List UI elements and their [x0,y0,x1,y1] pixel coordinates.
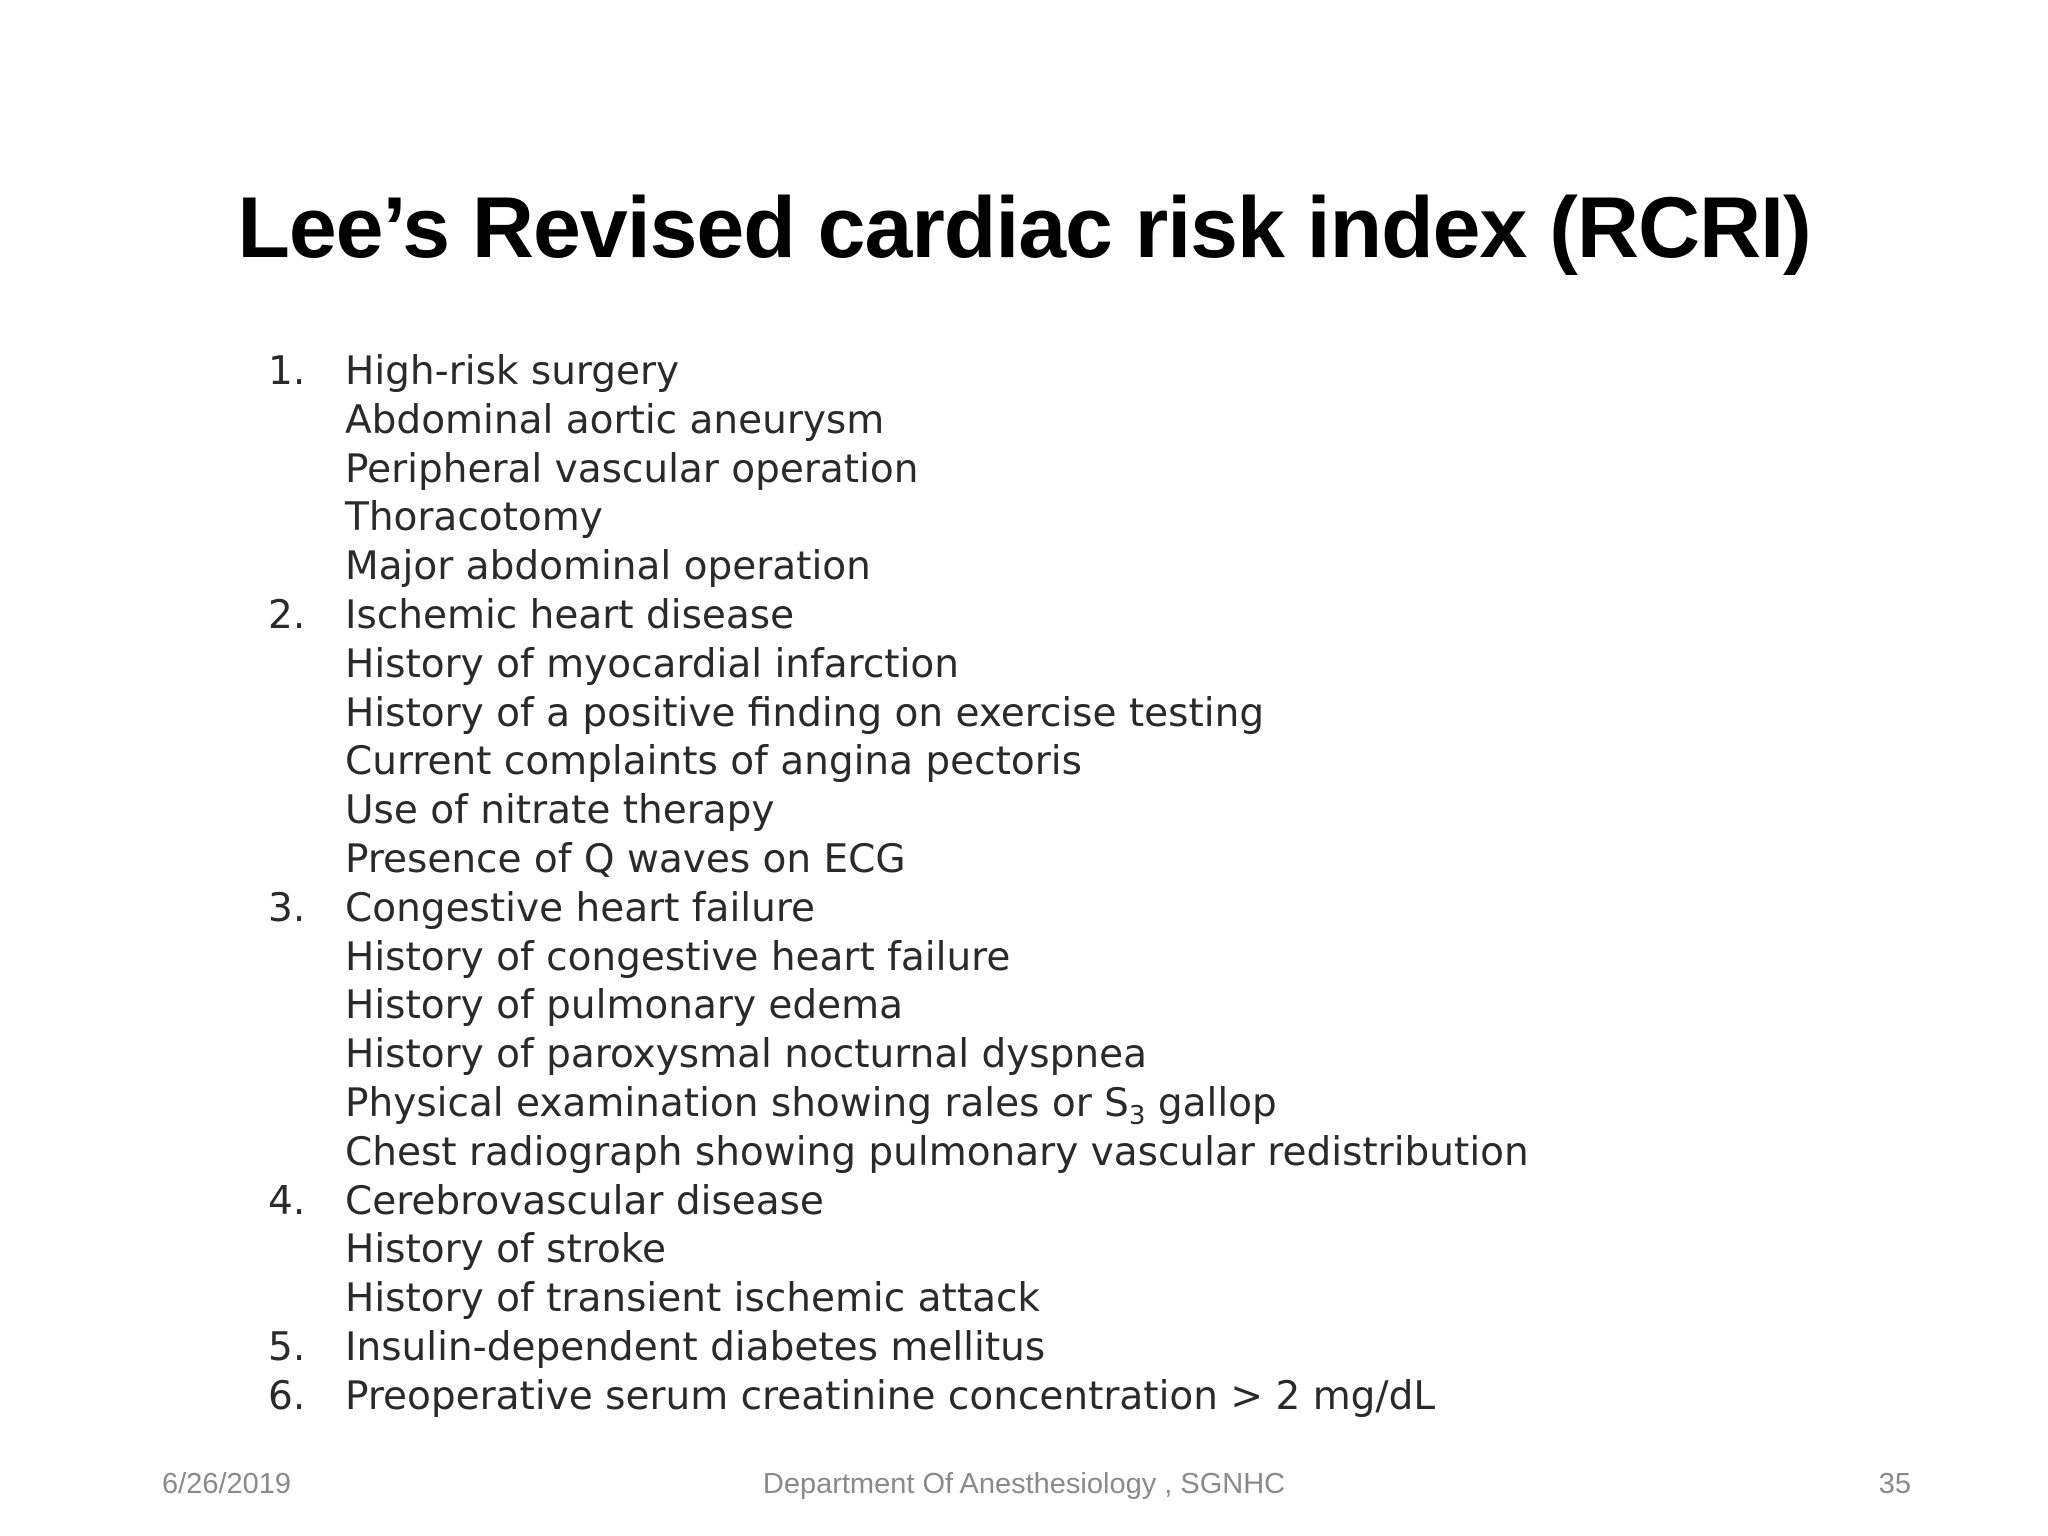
criterion-detail [268,446,1828,495]
detail-text: History of pulmonary edema [345,983,904,1029]
criterion-number: 6. [268,1373,306,1419]
criterion-label: Ischemic heart disease [345,592,795,638]
detail-text: History of transient ischemic attack [345,1276,1041,1322]
detail-text: History of myocardial infarction [345,641,959,687]
criterion-label: Preoperative serum creatinine concentration > 2 mg/dL [345,1373,1436,1419]
criterion-4 [268,1178,1828,1227]
criterion-detail [268,738,1828,787]
detail-text: History of stroke [345,1227,666,1273]
criterion-detail [268,934,1828,983]
criterion-detail [268,1226,1828,1275]
criterion-label: Cerebrovascular disease [345,1178,824,1224]
detail-text: Thoracotomy [345,495,603,541]
s3-subscript: 3 [1128,1100,1146,1131]
criterion-detail [268,494,1828,543]
detail-text-s3 [345,1080,1277,1129]
detail-text: Major abdominal operation [345,544,871,590]
criterion-detail [268,787,1828,836]
criterion-number: 1. [268,349,306,394]
criterion-number: 5. [268,1324,306,1370]
criterion-detail [268,690,1828,739]
criterion-detail [268,836,1828,885]
criterion-number: 3. [268,885,306,931]
criterion-2 [268,592,1828,641]
detail-text: Use of nitrate therapy [345,788,775,834]
footer-date: 6/26/2019 [162,1468,292,1500]
detail-suffix: gallop [1145,1080,1277,1126]
criterion-detail [268,982,1828,1031]
criterion-detail [268,397,1828,446]
detail-text: History of congestive heart failure [345,934,1011,980]
slide-title: Lee’s Revised cardiac risk index (RCRI) [237,180,1811,276]
criterion-detail [268,641,1828,690]
criteria-list [268,348,1828,1422]
footer-page-number: 35 [1878,1468,1911,1500]
footer-department: Department Of Anesthesiology , SGNHC [762,1468,1286,1500]
detail-text: Current complaints of angina pectoris [345,739,1082,785]
criterion-label: Congestive heart failure [345,885,815,931]
criterion-5 [268,1324,1828,1373]
criterion-number: 4. [268,1178,306,1224]
criterion-1 [268,348,1828,397]
detail-text: Chest radiograph showing pulmonary vascular redistribution [345,1129,1529,1175]
criterion-detail [268,1129,1828,1178]
detail-text: Peripheral vascular operation [345,446,919,492]
criterion-6 [268,1373,1828,1422]
criterion-label: High-risk surgery [345,349,680,394]
detail-text: Presence of Q waves on ECG [345,836,906,882]
criterion-detail [268,1080,1828,1129]
detail-text: Abdominal aortic aneurysm [345,397,885,443]
criterion-label: Insulin-dependent diabetes mellitus [345,1324,1046,1370]
criterion-detail [268,1275,1828,1324]
criterion-detail [268,1031,1828,1080]
detail-text: Physical examination showing rales or S [345,1080,1129,1126]
detail-text: History of a positive finding on exercise testing [345,690,1265,736]
criterion-3 [268,885,1828,934]
criterion-detail [268,543,1828,592]
criterion-number: 2. [268,592,306,638]
detail-text: History of paroxysmal nocturnal dyspnea [345,1032,1147,1078]
